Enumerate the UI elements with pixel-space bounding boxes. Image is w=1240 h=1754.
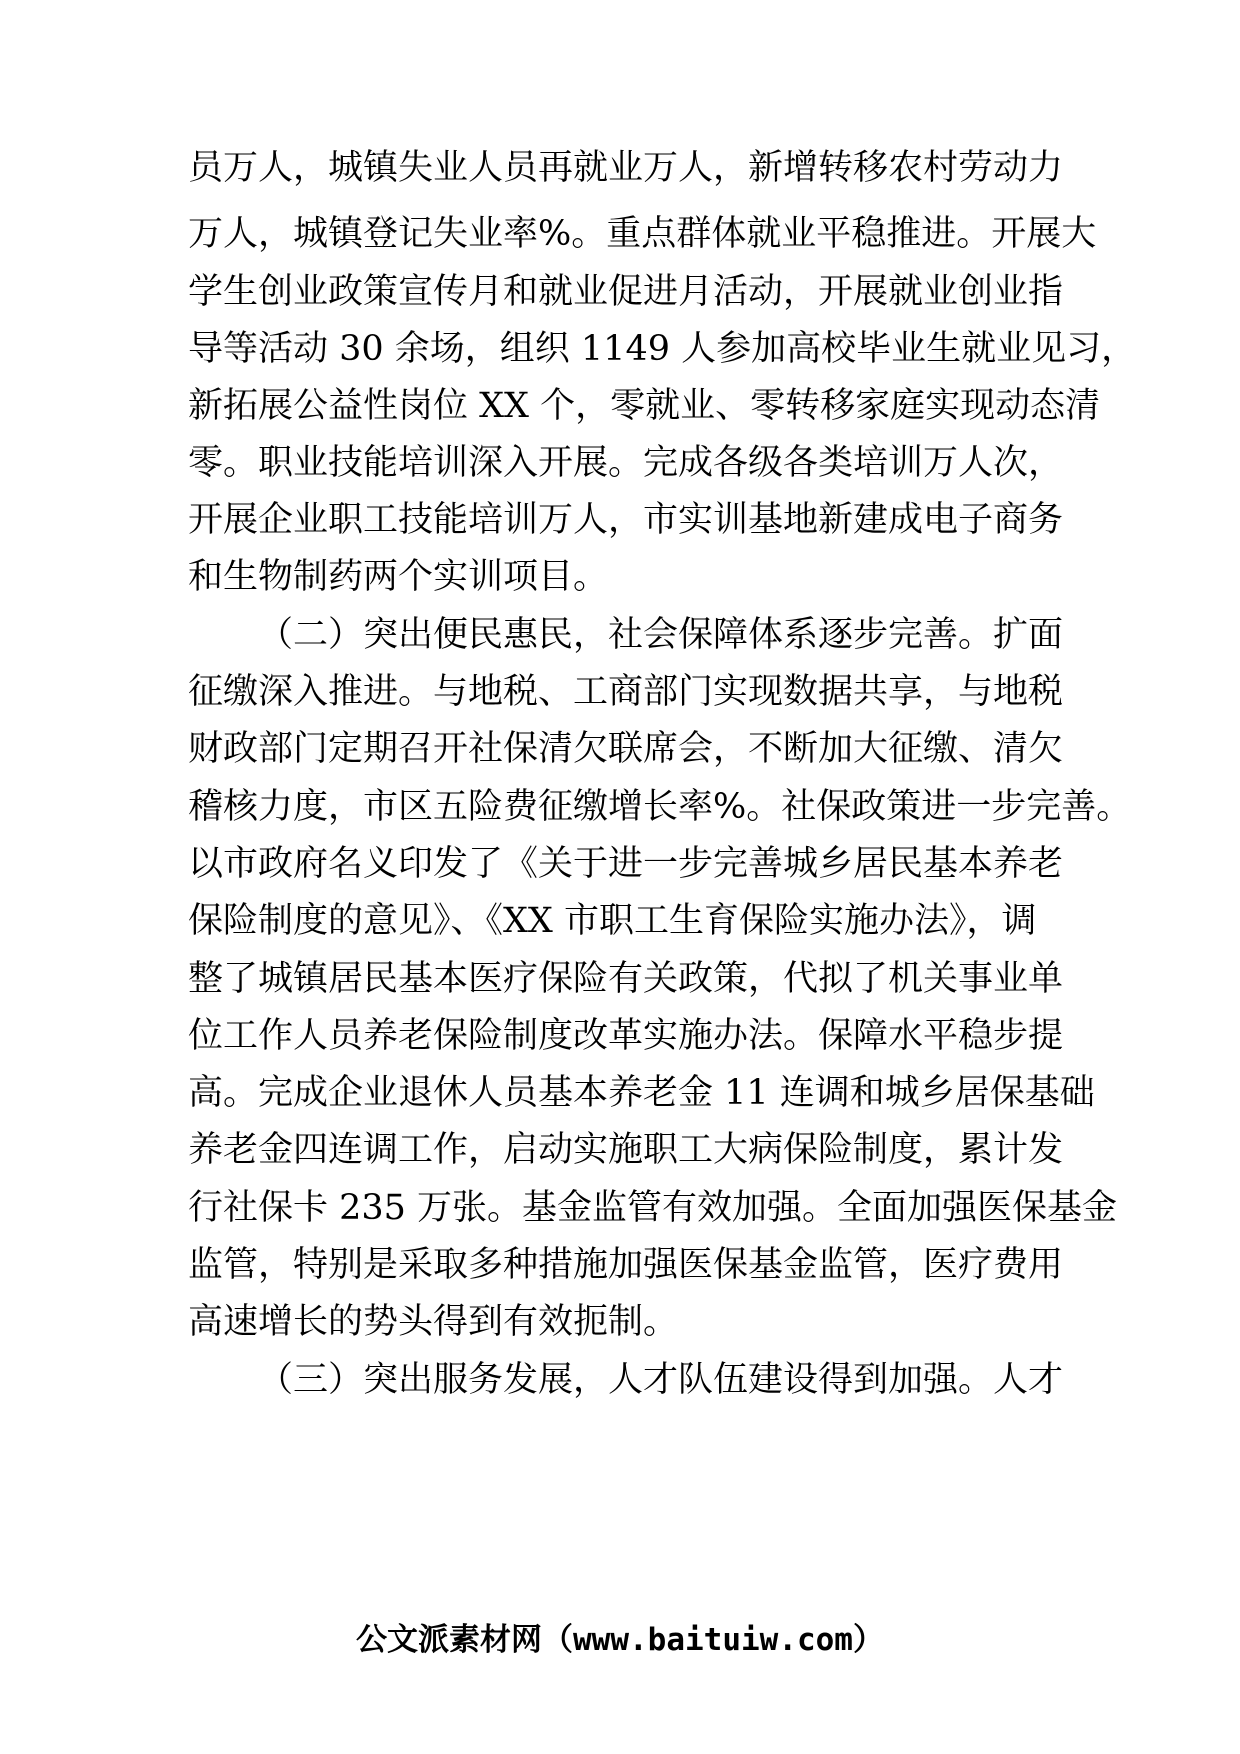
text-line: 以市政府名义印发了《关于进一步完善城乡居民基本养老 — [188, 844, 1064, 884]
text-line: 位工作人员养老保险制度改革实施办法。保障水平稳步提 — [188, 1016, 1064, 1056]
text-line: 行社保卡 235 万张。基金监管有效加强。全面加强医保基金 — [188, 1188, 1118, 1228]
text-line: 保险制度的意见》、《XX 市职工生育保险实施办法》，调 — [188, 901, 1037, 941]
text-line: 高。完成企业退休人员基本养老金 11 连调和城乡居保基础 — [188, 1073, 1095, 1113]
text-line: 导等活动 30 余场，组织 1149 人参加高校毕业生就业见习， — [188, 329, 1137, 369]
section-heading-3: （三）突出服务发展，人才队伍建设得到加强。人才 — [258, 1360, 1064, 1400]
text-line: 监管，特别是采取多种措施加强医保基金监管，医疗费用 — [188, 1245, 1064, 1285]
text-line: 学生创业政策宣传月和就业促进月活动，开展就业创业指 — [188, 272, 1064, 312]
text-line: 征缴深入推进。与地税、工商部门实现数据共享，与地税 — [188, 672, 1064, 712]
text-line: 财政部门定期召开社保清欠联席会，不断加大征缴、清欠 — [188, 729, 1064, 769]
section-heading-2: （二）突出便民惠民，社会保障体系逐步完善。扩面 — [258, 615, 1064, 655]
text-line: 养老金四连调工作，启动实施职工大病保险制度，累计发 — [188, 1130, 1064, 1170]
text-line: 员万人，城镇失业人员再就业万人，新增转移农村劳动力 — [188, 148, 1064, 188]
text-line: 万人，城镇登记失业率%。重点群体就业平稳推进。开展大 — [188, 214, 1097, 254]
text-line: 稽核力度，市区五险费征缴增长率%。社保政策进一步完善。 — [188, 787, 1132, 827]
footer-watermark: 公文派素材网（www.baituiw.com） — [356, 1622, 884, 1658]
text-line: 开展企业职工技能培训万人，市实训基地新建成电子商务 — [188, 500, 1064, 540]
text-line: 和生物制药两个实训项目。 — [188, 557, 609, 597]
text-line: 高速增长的势头得到有效扼制。 — [188, 1302, 679, 1342]
text-line: 整了城镇居民基本医疗保险有关政策，代拟了机关事业单 — [188, 959, 1064, 999]
text-line: 新拓展公益性岗位 XX 个，零就业、零转移家庭实现动态清 — [188, 386, 1101, 426]
text-line: 零。职业技能培训深入开展。完成各级各类培训万人次， — [188, 443, 1064, 483]
